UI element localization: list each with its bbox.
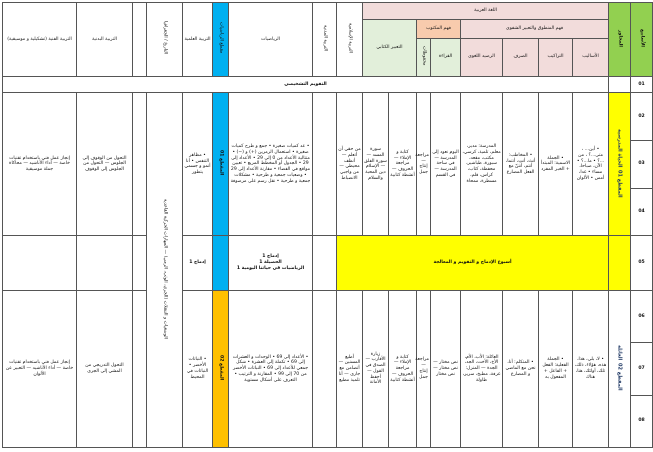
week-01-number: 01	[631, 76, 653, 93]
week-02-writing: كتابة و الإملاء — مراجعة الحروف — أنشطة كتابية	[389, 93, 417, 236]
week-06-physical: التحول التدريجي من المشي إلى الجري	[77, 290, 133, 447]
weeks-header: الأسابيع	[631, 3, 653, 77]
science-header: التربية العلمية	[183, 3, 213, 77]
week-01-domain	[609, 76, 631, 93]
week-06-number: 06	[631, 290, 653, 342]
week-06-science: • النباتات الأخضر • النباتات في المحيط	[183, 290, 213, 447]
math-bank-2: المقطع 02	[213, 290, 229, 447]
week-05-domain	[609, 236, 631, 291]
week-02-science: • مظاهر التنفس • أنا أنمو و جسمي يتطور	[183, 93, 213, 236]
yearly-plan-table	[2, 2, 653, 448]
week-02-morphology: • المخاطب: أنتَ، أنتِ، أنتما، أنتم، أنتنّ مع الفعل المضارع	[503, 93, 539, 236]
week-02-number: 02	[631, 93, 653, 141]
week-02-civic: من حقي أن أتعلم — أنظف محيطي — من واجبي الانضباط	[337, 93, 363, 236]
styles-header: الأساليب	[573, 38, 609, 76]
week-02-styles: • أين... ، متى...؟ ، من ...؟ • ما...؟ • الآن، صباحا، مساء • غدا، أمس • الألوان	[573, 93, 609, 236]
diagnostic-row: التقويم التشخيصي	[3, 76, 609, 93]
physical-header: التربية البدنية	[77, 3, 133, 77]
week-06-civic: أطيع المسنين — أتضامن مع جاري — أنا تلميذ مطيع	[337, 290, 363, 447]
vertical-note-header	[133, 3, 147, 77]
week-02-spelling: مراجعة — إنتاج جمل	[417, 93, 431, 236]
week-02-lexicon: المدرسة: مدير، معلم، تلميذ، كرسي، مكتب، مقعد، سبورة، طباشير، محفظة، كتاب، كراس، قلم، مسطرة، ممحاة	[461, 93, 503, 236]
integration-week-banner: أسبوع الإدماج و التقويم و المعالجة	[337, 236, 609, 291]
week-06-writing: كتابة و الإملاء — مراجعة الحروف — أنشطة كتابية	[389, 290, 417, 447]
week-06-islamic: زيارة الأقارب — الصدق في القول — أحفظ الأمانة	[363, 290, 389, 447]
week-05-math-bank	[213, 236, 229, 291]
islamic-header: التربية الإسلامية	[337, 3, 363, 77]
history-header: التاريخ / الجغرافيا	[147, 3, 183, 77]
spelling-header: محفوظات	[417, 38, 431, 76]
week-04-number: 04	[631, 188, 653, 236]
theme-2-cell: العائلة المقطع 02	[609, 290, 631, 447]
week-06-history	[133, 290, 147, 447]
week-05-art	[3, 236, 77, 291]
week-02-physical: التحول من الوقوف إلى الجلوس — التحول من الجلوس إلى الوقوف	[77, 93, 133, 236]
reading-header: القراءة	[431, 38, 461, 76]
week-06-art: إنجاز عمل فني باستخدام تقنيات خاصة — أداء الأناشيد — التعبير عن الألوان	[3, 290, 77, 447]
week-02-structures: • الجملة الاسمية: المبتدأ + الخبر المفرد	[539, 93, 573, 236]
written-exp-header: التعبير الكتابي	[363, 19, 417, 76]
week-05-science: إدماج 1	[183, 236, 213, 291]
week-06-math: • الأعداد إلى 69 • الوحدات و العشرات إلى 69 • تكملة إلى العشرة • شكل جمعي للأعداد إلى 69 • النباتات الأخضر من 70 إلى 99 • المقارنة و الترتيب • التعرف على أشكال مستوية	[229, 290, 313, 447]
week-02-islamic: سورة المسد — سورة الفلق — الإسلام دين المحبة والسلام	[363, 93, 389, 236]
week-02-blank	[313, 93, 337, 236]
week-05-physical	[77, 236, 133, 291]
week-06-structures: • الجملة الفعلية: الفعل + الفاعل + المفعول به	[539, 290, 573, 447]
week-05-blank	[313, 236, 337, 291]
art-header: التربية الفنية (تشكيلية و موسيقية)	[3, 3, 77, 77]
week-06-morphology: • المتكلم: أنا، نحن مع الماضي و المضارع	[503, 290, 539, 447]
structures-header: التراكيب	[539, 38, 573, 76]
written-comp-header: فهم المكتوب	[417, 19, 461, 38]
theme-1-cell: الحياة المدرسية المقطع 01	[609, 93, 631, 236]
math-bank-1: المقطع 01	[213, 93, 229, 236]
week-08-number: 08	[631, 395, 653, 447]
week-07-number: 07	[631, 343, 653, 395]
week-06-reading: نص مختار — نص مختار — نص مختار	[431, 290, 461, 447]
week-03-number: 03	[631, 140, 653, 188]
week-06-styles: • لا، بلى، هذا، هذه، هؤلاء، ذلك، تلك، أولئك، هنا، هناك	[573, 290, 609, 447]
math-bank-header: مقطع الرياضيات	[213, 3, 229, 77]
week-06-spelling: مراجعة — إنتاج جمل	[417, 290, 431, 447]
domain-header: المحاور	[609, 3, 631, 77]
civic-header: التربية المدنية	[313, 3, 337, 77]
week-02-art: إنجاز عمل فني باستخدام تقنيات خاصة — أداء الأناشيد — محاكاة جملة موسيقية	[3, 93, 77, 236]
week-05-history	[133, 236, 147, 291]
oral-header: فهم المنطوق والتعبير الشفوي	[461, 19, 609, 38]
arabic-header: اللغة العربية	[363, 3, 609, 20]
week-05-number: 05	[631, 236, 653, 291]
vertical-note: الوضعيات و التنقلات (الجري، الوثب، الرمي) — المهارات الحركية القاعدية	[147, 93, 183, 448]
week-06-blank	[313, 290, 337, 447]
week-02-math: • عد كميات صغيرة • جمع و طرح كميات صغيرة • استعمال الرمزين (+) و (−) • متتالية الأعداد من 0 إلى 29 • الأعداد إلى 29 • الجدول أو المخطط المربع • تعيين مواقع في الفضاء • مقارنة الأعداد إلى 29 • وضعيات جمعية و طرحية • مشكلات جمعية و طرحية • نقل رسم على مرصوفة	[229, 93, 313, 236]
math-header: الرياضيات	[229, 3, 313, 77]
week-02-reading: اليوم نعود إلى المدرسة — في ساحة المدرسة — في القسم	[431, 93, 461, 236]
week-06-lexicon: العائلة: الأب، الأم، الأخ، الأخت، الجد، الجدة — المنزل: غرفة، مطبخ، سرير، طاولة	[461, 290, 503, 447]
week-05-math-labels: إدماج 1 الحصيلة 1 الرياضيات في حياتنا اليومية 1	[229, 236, 313, 291]
morphology-header: الصرف	[503, 38, 539, 76]
lexicon-header: الرصيد اللغوي	[461, 38, 503, 76]
week-02-history	[133, 93, 147, 236]
